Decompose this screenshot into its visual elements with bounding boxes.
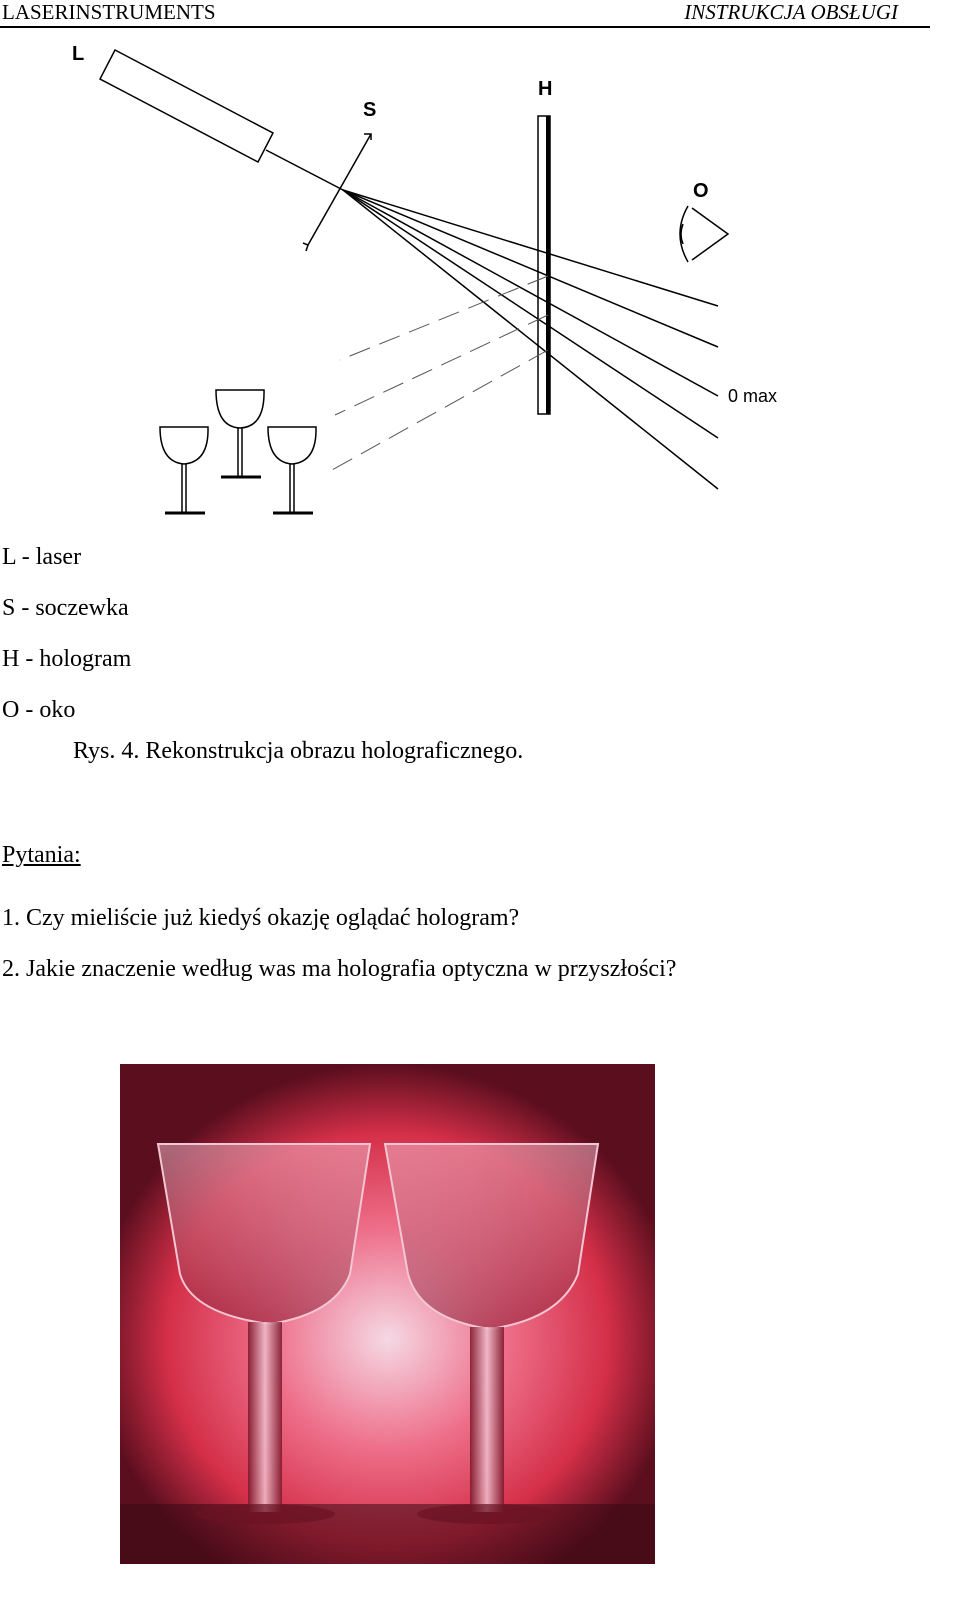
question-item: 2. Jakie znaczenie według was ma holografia optyczna w przyszłości? <box>2 956 677 982</box>
question-item: 1. Czy mieliście już kiedyś okazję oglądać hologram? <box>2 905 520 931</box>
wine-glass-right <box>268 427 316 513</box>
lens <box>303 134 371 251</box>
label-eye: O <box>693 180 709 202</box>
label-laser: L <box>72 43 85 65</box>
legend-item: H - hologram <box>2 646 132 672</box>
hologram-plate <box>538 116 550 414</box>
wine-glass-middle <box>216 390 264 477</box>
label-zero-order: 0 max <box>728 386 778 406</box>
virtual-image-rays <box>332 276 548 470</box>
laser <box>100 50 343 190</box>
label-lens: S <box>363 99 377 121</box>
page-header <box>0 0 930 28</box>
figure-caption: Rys. 4. Rekonstrukcja obrazu holograficznego. <box>73 738 524 764</box>
wine-glass-left <box>160 427 208 513</box>
legend-item: S - soczewka <box>2 595 129 621</box>
legend <box>2 532 131 736</box>
questions-title: Pytania: <box>2 842 81 868</box>
questions-list <box>2 893 676 995</box>
hologram-reconstruction-diagram <box>0 30 778 525</box>
hologram-photo <box>120 1064 655 1564</box>
light-beams <box>343 190 718 489</box>
eye-icon <box>680 206 728 262</box>
header-company: LASERINSTRUMENTS <box>2 0 216 24</box>
label-hologram: H <box>538 78 553 100</box>
legend-item: O - oko <box>2 697 76 723</box>
legend-item: L - laser <box>2 544 82 570</box>
header-document-title: INSTRUKCJA OBSŁUGI <box>684 0 898 24</box>
